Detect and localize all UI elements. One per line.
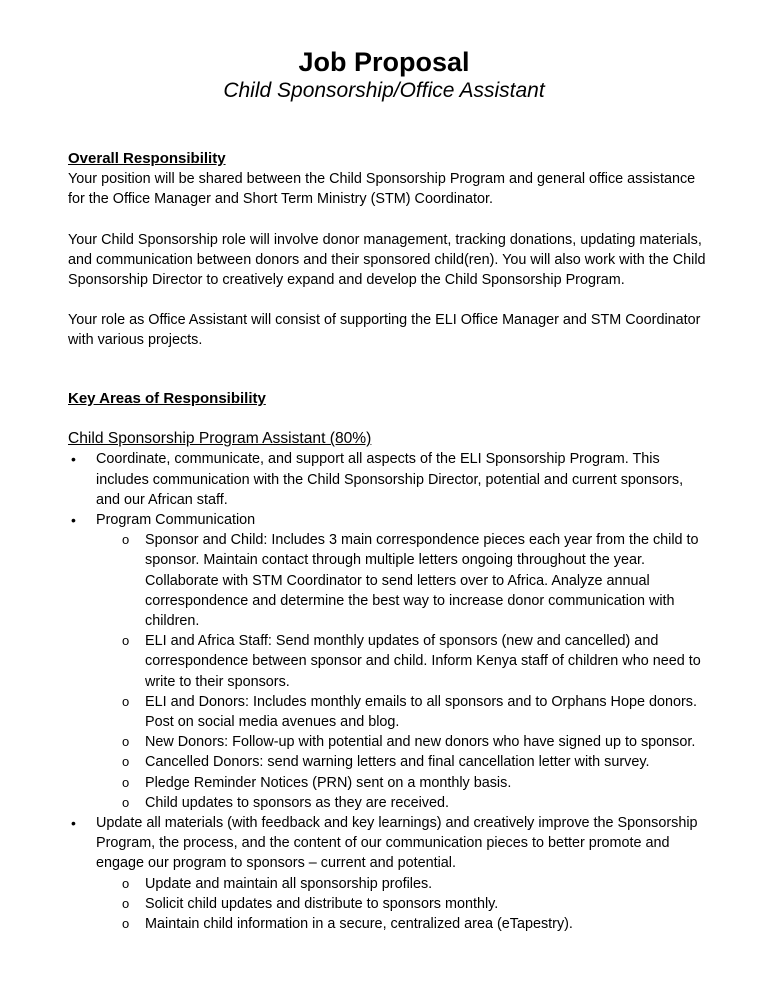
document-title: Job Proposal	[298, 47, 470, 77]
program-communication-sublist	[96, 530, 708, 813]
sub-bullet-text: ELI and Donors: Includes monthly emails to all sponsors and to Orphans Hope donors. Post on social media avenues and blog.	[145, 693, 697, 731]
sub-bullet-text: ELI and Africa Staff: Send monthly updates of sponsors (new and cancelled) and correspondence between sponsor and child. Inform Kenya staff of children who need to write to their sponsors.	[145, 633, 701, 690]
list-item	[96, 752, 708, 772]
bullet-text: Coordinate, communicate, and support all aspects of the ELI Sponsorship Program. This includes communication with the Child Sponsorship Director, potential and current sponsors, and our African staff.	[96, 451, 684, 508]
list-item	[48, 510, 708, 813]
sub-bullet-text: Sponsor and Child: Includes 3 main correspondence pieces each year from the child to sponsor. Maintain contact through multiple letters ongoing throughout the year. Collaborate with STM Coordinator to send letters over to Africa. Analyze annual correspondence and determine the best way to increase donor communication with children.	[145, 532, 699, 630]
sub-bullet-text: Child updates to sponsors as they are received.	[145, 794, 449, 811]
key-areas-heading: Key Areas of Responsibility	[68, 390, 266, 407]
list-item	[96, 631, 708, 692]
overall-paragraph-3: Your role as Office Assistant will consist of supporting the ELI Office Manager and STM Coordinator with various projects.	[68, 312, 701, 349]
sub-bullet-text: Pledge Reminder Notices (PRN) sent on a monthly basis.	[145, 774, 512, 791]
materials-sublist	[96, 874, 708, 935]
sub-bullet-mark: o	[122, 774, 130, 790]
sub-bullet-mark: o	[122, 895, 130, 911]
sub-bullet-mark: o	[122, 532, 130, 548]
sub-bullet-mark: o	[122, 916, 130, 932]
list-item	[48, 449, 708, 510]
list-item	[96, 874, 708, 894]
sub-bullet-mark: o	[122, 794, 130, 810]
sub-bullet-mark: o	[122, 754, 130, 770]
sub-bullet-mark: o	[122, 633, 130, 649]
list-item	[96, 894, 708, 914]
sub-bullet-text: New Donors: Follow-up with potential and new donors who have signed up to sponsor.	[145, 734, 696, 751]
sub-bullet-text: Update and maintain all sponsorship profiles.	[145, 875, 433, 892]
overall-paragraph-2: Your Child Sponsorship role will involve donor management, tracking donations, updating materials, and communication between donors and their sponsored child(ren). You will also work with the Child Sponsorship Director to creatively expand and develop the Child Sponsorship Program.	[68, 231, 706, 289]
bullet-text: Update all materials (with feedback and key learnings) and creatively improve the Sponsorship Program, the process, and the content of our communication pieces to better promote and engage our program to sponsors – current and potential.	[96, 815, 698, 872]
sub-bullet-text: Solicit child updates and distribute to sponsors monthly.	[145, 895, 499, 912]
overall-responsibility-heading: Overall Responsibility	[68, 150, 226, 167]
list-item	[96, 793, 708, 813]
list-item	[96, 773, 708, 793]
bullet-mark: •	[71, 451, 76, 468]
overall-paragraph-1: Your position will be shared between the Child Sponsorship Program and general office assistance for the Office Manager and Short Term Ministry (STM) Coordinator.	[68, 171, 696, 208]
bullet-mark: •	[71, 815, 76, 832]
sub-bullet-mark: o	[122, 875, 130, 891]
overall-responsibility-section	[68, 149, 708, 351]
sub-bullet-text: Cancelled Donors: send warning letters and final cancellation letter with survey.	[145, 754, 650, 771]
key-areas-section	[68, 389, 708, 934]
document-subtitle: Child Sponsorship/Office Assistant	[223, 79, 545, 102]
sub-bullet-mark: o	[122, 734, 130, 750]
sub-bullet-text: Maintain child information in a secure, centralized area (eTapestry).	[145, 916, 573, 933]
list-item	[96, 692, 708, 732]
responsibility-list	[48, 449, 708, 934]
bullet-mark: •	[71, 512, 76, 529]
list-item	[96, 914, 708, 934]
list-item	[96, 732, 708, 752]
sub-bullet-mark: o	[122, 693, 130, 709]
bullet-text: Program Communication	[96, 512, 256, 529]
sponsorship-assistant-subheading: Child Sponsorship Program Assistant (80%)	[68, 430, 372, 448]
list-item	[96, 530, 708, 631]
list-item	[48, 813, 708, 934]
